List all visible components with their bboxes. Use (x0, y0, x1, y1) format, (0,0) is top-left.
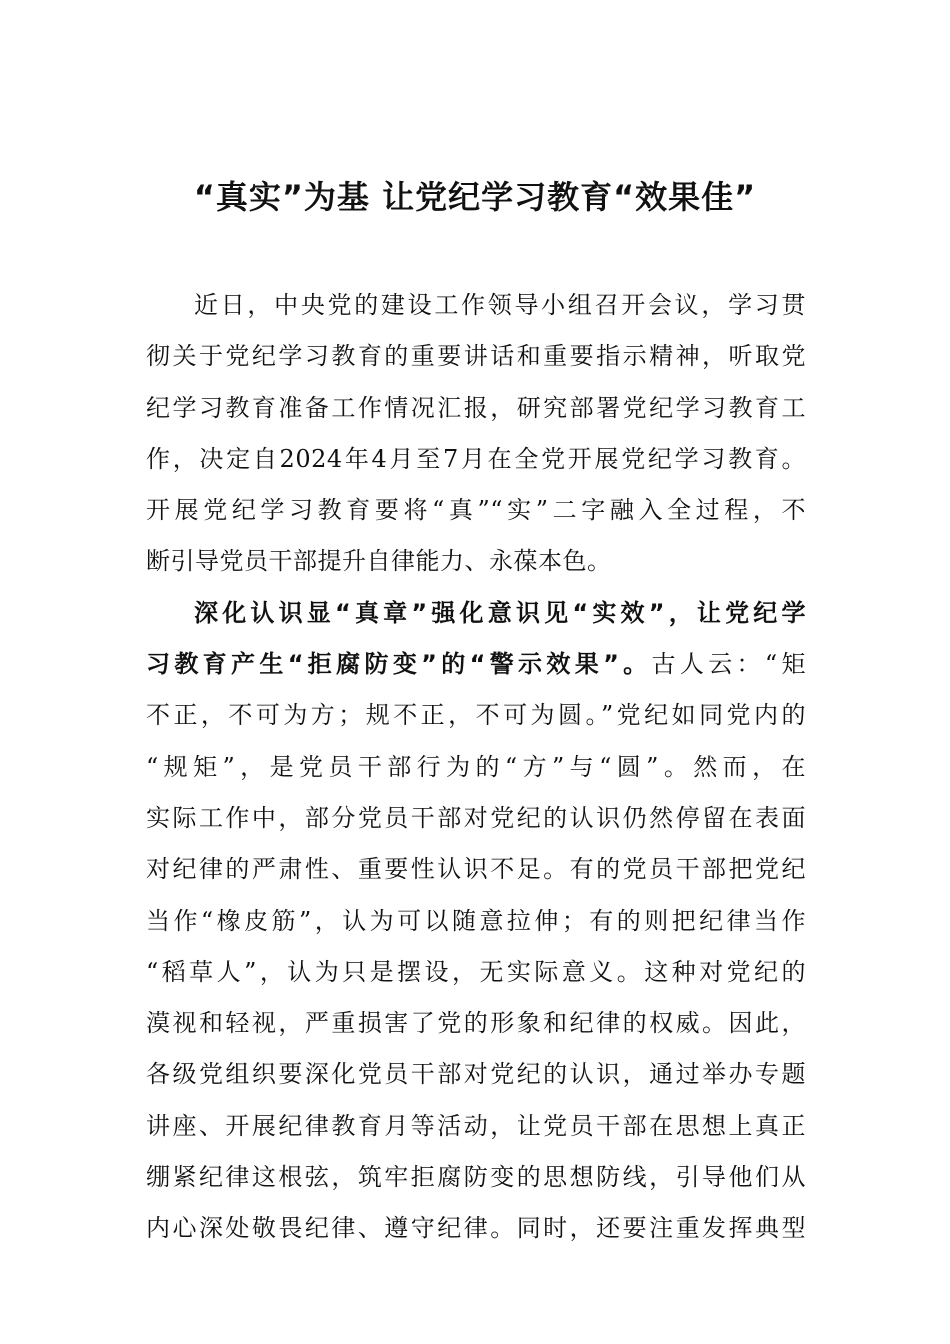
paragraph-line: 纪学习教育准备工作情况汇报，研究部署党纪学习教育工 (146, 393, 806, 422)
paragraph-line: 绷紧纪律这根弦，筑牢拒腐防变的思想防线，引导他们从 (146, 1163, 806, 1192)
paragraph-text: 古人云：“矩 (651, 650, 806, 679)
section-heading-line: 深化认识显“真章”强化意识见“实效”，让党纪学 (194, 598, 806, 627)
document-title: “真实”为基 让党纪学习教育“效果佳” (193, 178, 757, 216)
paragraph-line: 不正，不可为方；规不正，不可为圆。”党纪如同党内的 (146, 701, 806, 730)
document-body (146, 280, 806, 1255)
paragraph-line: “稻草人”，认为只是摆设，无实际意义。这种对党纪的 (146, 957, 806, 986)
paragraph-line: 开展党纪学习教育要将“真”“实”二字融入全过程，不 (146, 496, 806, 525)
paragraph-line: 断引导党员干部提升自律能力、永葆本色。 (146, 547, 612, 576)
paragraph-line: 当作“橡皮筋”，认为可以随意拉伸；有的则把纪律当作 (146, 906, 806, 935)
section-heading-text: 习教育产生“拒腐防变”的“警示效果”。 (146, 650, 652, 679)
paragraph-line: 实际工作中，部分党员干部对党纪的认识仍然停留在表面 (146, 803, 806, 832)
paragraph-line: 讲座、开展纪律教育月等活动，让党员干部在思想上真正 (146, 1111, 806, 1140)
paragraph-line: 近日，中央党的建设工作领导小组召开会议，学习贯 (194, 291, 806, 319)
section-heading-line-mixed (146, 639, 806, 690)
paragraph-line: 对纪律的严肃性、重要性认识不足。有的党员干部把党纪 (146, 855, 806, 884)
paragraph-line: 各级党组织要深化党员干部对党纪的认识，通过举办专题 (146, 1060, 806, 1089)
paragraph-line: “规矩”，是党员干部行为的“方”与“圆”。然而，在 (146, 752, 806, 781)
paragraph-line: 作，决定自2024年4月至7月在全党开展党纪学习教育。 (146, 444, 806, 473)
paragraph-line: 漠视和轻视，严重损害了党的形象和纪律的权威。因此， (146, 1009, 806, 1038)
paragraph-line: 彻关于党纪学习教育的重要讲话和重要指示精神，听取党 (146, 342, 806, 371)
paragraph-line: 内心深处敬畏纪律、遵守纪律。同时，还要注重发挥典型 (146, 1214, 806, 1243)
